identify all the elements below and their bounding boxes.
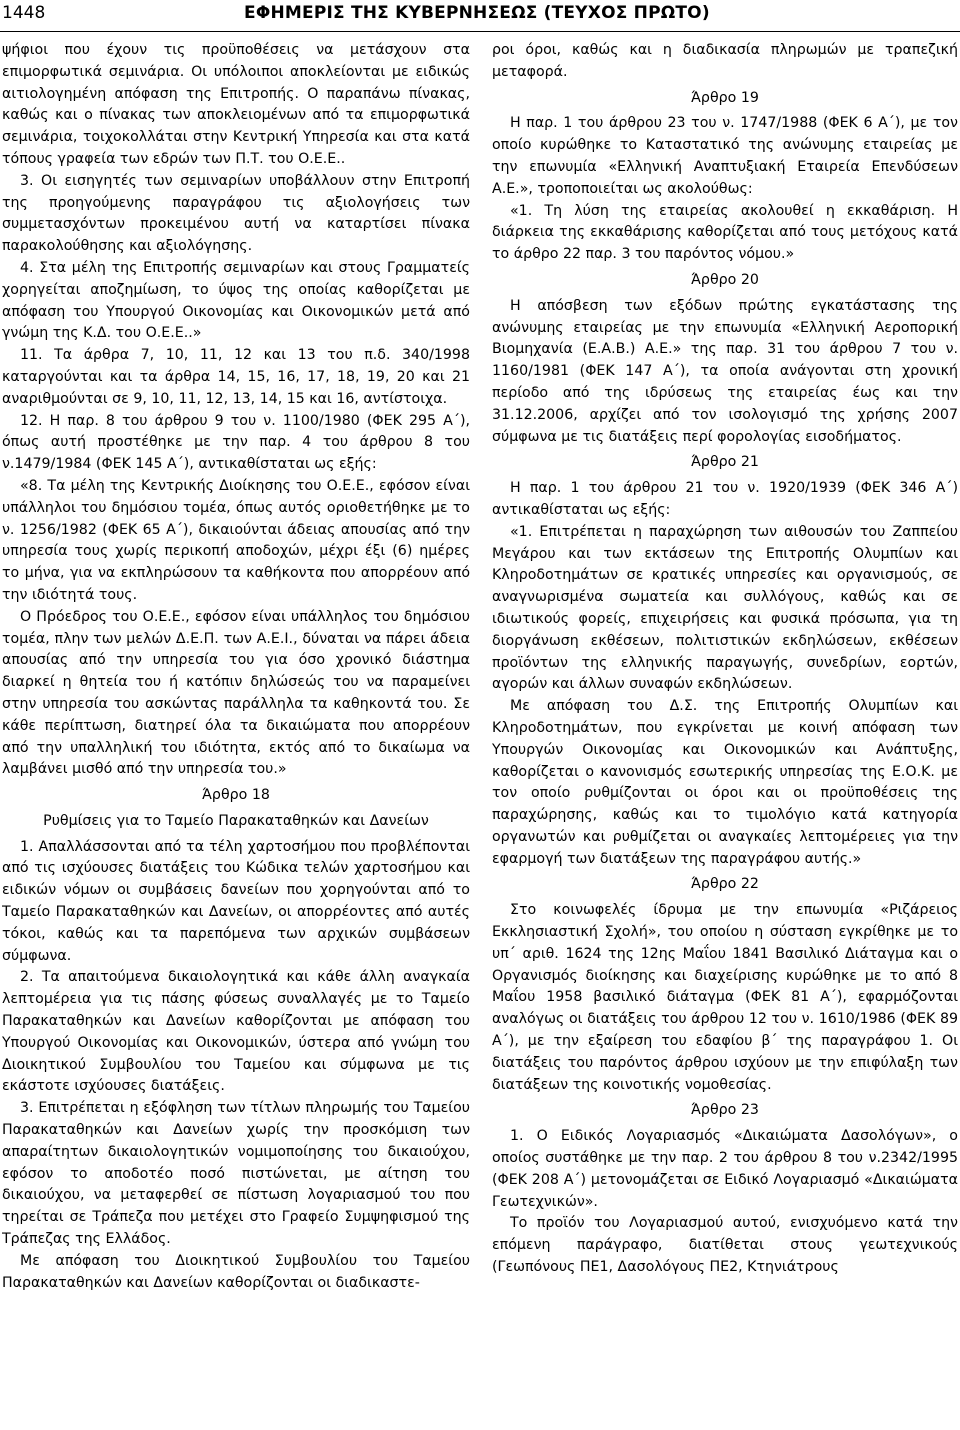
article-heading: Άρθρο 22 bbox=[691, 876, 759, 893]
body-paragraph: 3. Επιτρέπεται η εξόφληση των τίτλων πληρωμής του Ταμείου Παρακαταθηκών και Δανείων χωρίς την προσκόμιση των απαραίτητων δικαιολογητικών νομιμοποίησης του δικαιούχου, εφόσον το αποδοτέο ποσό πιστώνεται, με αίτηση του δικαιούχου, να μεταφερθεί σε πίστωση λογαριασμού του που τηρείται σε Τράπεζα που μετέχει στο Γραφείο Συμψηφισμού της Τράπεζας της Ελλάδος. bbox=[2, 1100, 470, 1248]
gazette-title: ΕΦΗΜΕΡΙΣ ΤΗΣ ΚΥΒΕΡΝΗΣΕΩΣ (ΤΕΥΧΟΣ ΠΡΩΤΟ) bbox=[244, 3, 710, 23]
body-paragraph: «1. Τη λύση της εταιρείας ακολουθεί η εκκαθάριση. Η διάρκεια της εκκαθάρισης καθορίζεται από τους μετόχους κατά το άρθρο 22 παρ. 3 του παρόντος νόμου.» bbox=[492, 202, 958, 263]
article-heading: Άρθρο 21 bbox=[691, 454, 759, 471]
article-heading: Άρθρο 19 bbox=[691, 89, 759, 106]
body-paragraph: 1. Απαλλάσσονται από τα τέλη χαρτοσήμου που προβλέπονται από τις ισχύουσες διατάξεις του Κώδικα τελών χαρτοσήμου και ειδικών νόμων οι συμβάσεις δανείων που χορηγούνται από το Ταμείο Παρακαταθηκών και Δανείων, οι απορρέοντες από αυτές τόκοι, καθώς και τα παρεπόμενα των αρχικών συμβάσεων σύμφωνα. bbox=[2, 838, 470, 964]
page-number: 1448 bbox=[2, 3, 46, 23]
article-heading: Ρυθμίσεις για το Ταμείο Παρακαταθηκών και Δανείων bbox=[43, 812, 429, 829]
continued-paragraph: ψήφιοι που έχουν τις προϋποθέσεις να μετάσχουν στα επιμορφωτικά σεμινάρια. Οι υπόλοιποι αποκλείονται με ειδικώς αιτιολογημένη απόφαση της Επιτροπής. Ο παραπάνω πίνακας, καθώς και ο πίνακας των αποκλειομένων από τα επιμορφωτικά σεμινάρια, τοιχοκολλάται στην Κεντρική Υπηρεσία και στα κατά τόπους γραφεία των εδρών των Π.Τ. του Ο.Ε.Ε.. bbox=[2, 42, 470, 167]
body-paragraph: «1. Επιτρέπεται η παραχώρηση των αιθουσών του Ζαππείου Μεγάρου και των εκτάσεων της Επιτροπής Ολυμπίων και Κληροδοτημάτων σε κρατικές υπηρεσίες και οργανισμούς, σε αναγνωρισμένα σωματεία και συλλόγους, καθώς και σε ιδιωτικούς φορείς, επιχειρήσεις και φυσικά πρόσωπα, για τη διοργάνωση εκθέσεων, πολιτιστικών εκδηλώσεων, εκθέσεων προϊόντων της ελληνικής παραγωγής, συνεδρίων, εορτών, αγορών και άλλων συναφών εκδηλώσεων. bbox=[492, 523, 958, 693]
body-paragraph: 1. Ο Ειδικός Λογαριασμός «Δικαιώματα Δασολόγων», ο οποίος συστάθηκε με την παρ. 2 του άρθρου 8 του ν.2342/1995 (ΦΕΚ 208 Α΄) μετονομάζεται σε Ειδικό Λογαριασμό «Δικαιώματα Γεωτεχνικών». bbox=[492, 1128, 958, 1210]
continued-paragraph: ροι όροι, καθώς και η διαδικασία πληρωμών με τραπεζική μεταφορά. bbox=[492, 42, 958, 80]
body-paragraph: Με απόφαση του Διοικητικού Συμβουλίου του Ταμείου Παρακαταθηκών και Δανείων καθορίζονται οι διαδικαστε- bbox=[2, 1252, 470, 1291]
left-column bbox=[2, 40, 470, 1426]
body-paragraph: Ο Πρόεδρος του Ο.Ε.Ε., εφόσον είναι υπάλληλος του δημόσιου τομέα, πλην των μελών Δ.Ε.Π. των Α.Ε.Ι., δύναται να πάρει άδεια απουσίας από την υπηρεσία του για όσο χρονικό διάστημα διαρκεί η θητεία του ή κατόπιν δηλώσεώς του να παραμείνει στην υπηρεσία του ασκώντας παράλληλα τα καθηκοντά του. Σε κάθε περίπτωση, διατηρεί όλα τα δικαιώματα που απορρέουν από την υπαλληλική του ιδιότητα, εκτός από το δικαίωμα να λαμβάνει μισθό από την υπηρεσία του.» bbox=[2, 608, 470, 778]
body-paragraph: Η παρ. 1 του άρθρου 23 του ν. 1747/1988 (ΦΕΚ 6 Α΄), με τον οποίο κυρώθηκε το Καταστατικό της ανώνυμης εταιρείας με την επωνυμία «Ελληνική Αναπτυξιακή Εταιρεία Επενδύσεων Α.Ε.», τροποποιείται ως ακολούθως: bbox=[492, 115, 958, 197]
article-heading: Άρθρο 23 bbox=[691, 1102, 759, 1119]
article-heading: Άρθρο 20 bbox=[691, 271, 759, 288]
body-paragraph: Η απόσβεση των εξόδων πρώτης εγκατάστασης της ανώνυμης εταιρείας με την επωνυμία «Ελληνική Αεροπορική Βιομηχανία (Ε.Α.Β.) Α.Ε.» της παρ. 31 του άρθρου 7 του ν. 1160/1981 (ΦΕΚ 147 Α΄), τα οποία ανάγονται στη χρονική περίοδο από της ιδρύσεως της εταιρείας έως και την 31.12.2006, αρχίζει από τον ισολογισμό της χρήσης 2007 σύμφωνα με τις διατάξεις περί φορολογίας εισοδήματος. bbox=[492, 297, 958, 445]
body-paragraph: 4. Στα μέλη της Επιτροπής σεμιναρίων και στους Γραμματείς χορηγείται αποζημίωση, το ύψος της οποίας καθορίζεται με απόφαση του Υπουργού Οικονομίας και Οικονομικών μετά από γνώμη της Κ.Δ. του Ο.Ε.Ε..» bbox=[2, 259, 470, 342]
body-paragraph: 12. Η παρ. 8 του άρθρου 9 του ν. 1100/1980 (ΦΕΚ 295 Α΄), όπως αυτή προστέθηκε με την παρ. 4 του άρθρου 8 του ν.1479/1984 (ΦΕΚ 145 Α΄), αντικαθίσταται ως εξής: bbox=[2, 412, 470, 473]
article-heading: Άρθρο 18 bbox=[202, 787, 270, 804]
body-paragraph: Η παρ. 1 του άρθρου 21 του ν. 1920/1939 (ΦΕΚ 346 Α΄) αντικαθίσταται ως εξής: bbox=[492, 480, 958, 518]
body-paragraph: Το προϊόν του Λογαριασμού αυτού, ενισχυόμενο κατά την επόμενη παράγραφο, διατίθεται στους γεωτεχνικούς (Γεωπόνους ΠΕ1, Δασολόγους ΠΕ2, Κτηνιάτρους bbox=[492, 1215, 958, 1276]
right-column bbox=[492, 40, 958, 1426]
body-paragraph: «8. Τα μέλη της Κεντρικής Διοίκησης του Ο.Ε.Ε., εφόσον είναι υπάλληλοι του δημόσιου τομέα, όπως αυτός οριοθετήθηκε με το ν. 1256/1982 (ΦΕΚ 65 Α΄), δικαιούνται άδειας απουσίας από την υπηρεσία τους χωρίς περικοπή αποδοχών, μέχρι έξι (6) ημέρες το μήνα, για να εκπληρώσουν τα καθήκοντα που απορρέουν από την ιδιότητά τους. bbox=[2, 477, 470, 603]
body-paragraph: 2. Τα απαιτούμενα δικαιολογητικά και κάθε άλλη αναγκαία λεπτομέρεια για τις πάσης φύσεως συναλλαγές με το Ταμείο Παρακαταθηκών και Δανείων καθορίζονται με απόφαση του Υπουργού Οικονομίας και Οικονομικών, ύστερα από γνώμη του Διοικητικού Συμβουλίου του Ταμείου και σύμφωνα με τις εκάστοτε ισχύουσες διατάξεις. bbox=[2, 969, 470, 1095]
header-rule bbox=[0, 31, 960, 32]
body-paragraph: 11. Τα άρθρα 7, 10, 11, 12 και 13 του π.δ. 340/1998 καταργούνται και τα άρθρα 14, 15, 16, 17, 18, 19, 20 και 21 αναριθμούνται σε 9, 10, 11, 12, 13, 14, 15 και 16, αντίστοιχα. bbox=[2, 347, 470, 407]
body-paragraph: Με απόφαση του Δ.Σ. της Επιτροπής Ολυμπίων και Κληροδοτημάτων, που εγκρίνεται με κοινή απόφαση των Υπουργών Οικονομίας και Οικονομικών και Ανάπτυξης, καθορίζεται ο κανονισμός εσωτερικής υπηρεσίας της Ε.Ο.Κ. με τον οποίο ρυθμίζονται οι όροι και οι προϋποθέσεις της παραχώρησης, καθώς και το τιμολόγιο κατά κατηγορία οργανωτών και ρυθμίζεται οι αναγκαίες λεπτομέρειες για την εφαρμογή των διατάξεων της παραγράφου αυτής.» bbox=[492, 698, 958, 867]
page-header bbox=[0, 0, 960, 28]
body-paragraph: Στο κοινωφελές ίδρυμα με την επωνυμία «Ριζάρειος Εκκλησιαστική Σχολή», του οποίου η σύσταση εγκρίθηκε με το υπ΄ αριθ. 1624 της 12ης Μαΐου 1841 Βασιλικό Διάταγμα και ο Οργανισμός διοίκησης και διαχείρισης κυρώθηκε με το από 8 Μαΐου 1958 βασιλικό διάταγμα (ΦΕΚ 81 Α΄), εφαρμόζονται αναλόγως οι διατάξεις του άρθρου 12 του ν. 1610/1986 (ΦΕΚ 89 Α΄), με την εξαίρεση του εδαφίου β΄ της παραγράφου 1. Οι διατάξεις του παρόντος άρθρου ισχύουν με την επιφύλαξη των διατάξεων της κοινοτικής νομοθεσίας. bbox=[492, 902, 958, 1093]
body-paragraph: 3. Οι εισηγητές των σεμιναρίων υποβάλλουν στην Επιτροπή της προηγούμενης παραγράφου τις αξιολογήσεις των συμμετασχόντων προκειμένου αυτή να καταρτίσει πίνακα παρακολούθησης και αξιολόγησης. bbox=[2, 172, 470, 255]
